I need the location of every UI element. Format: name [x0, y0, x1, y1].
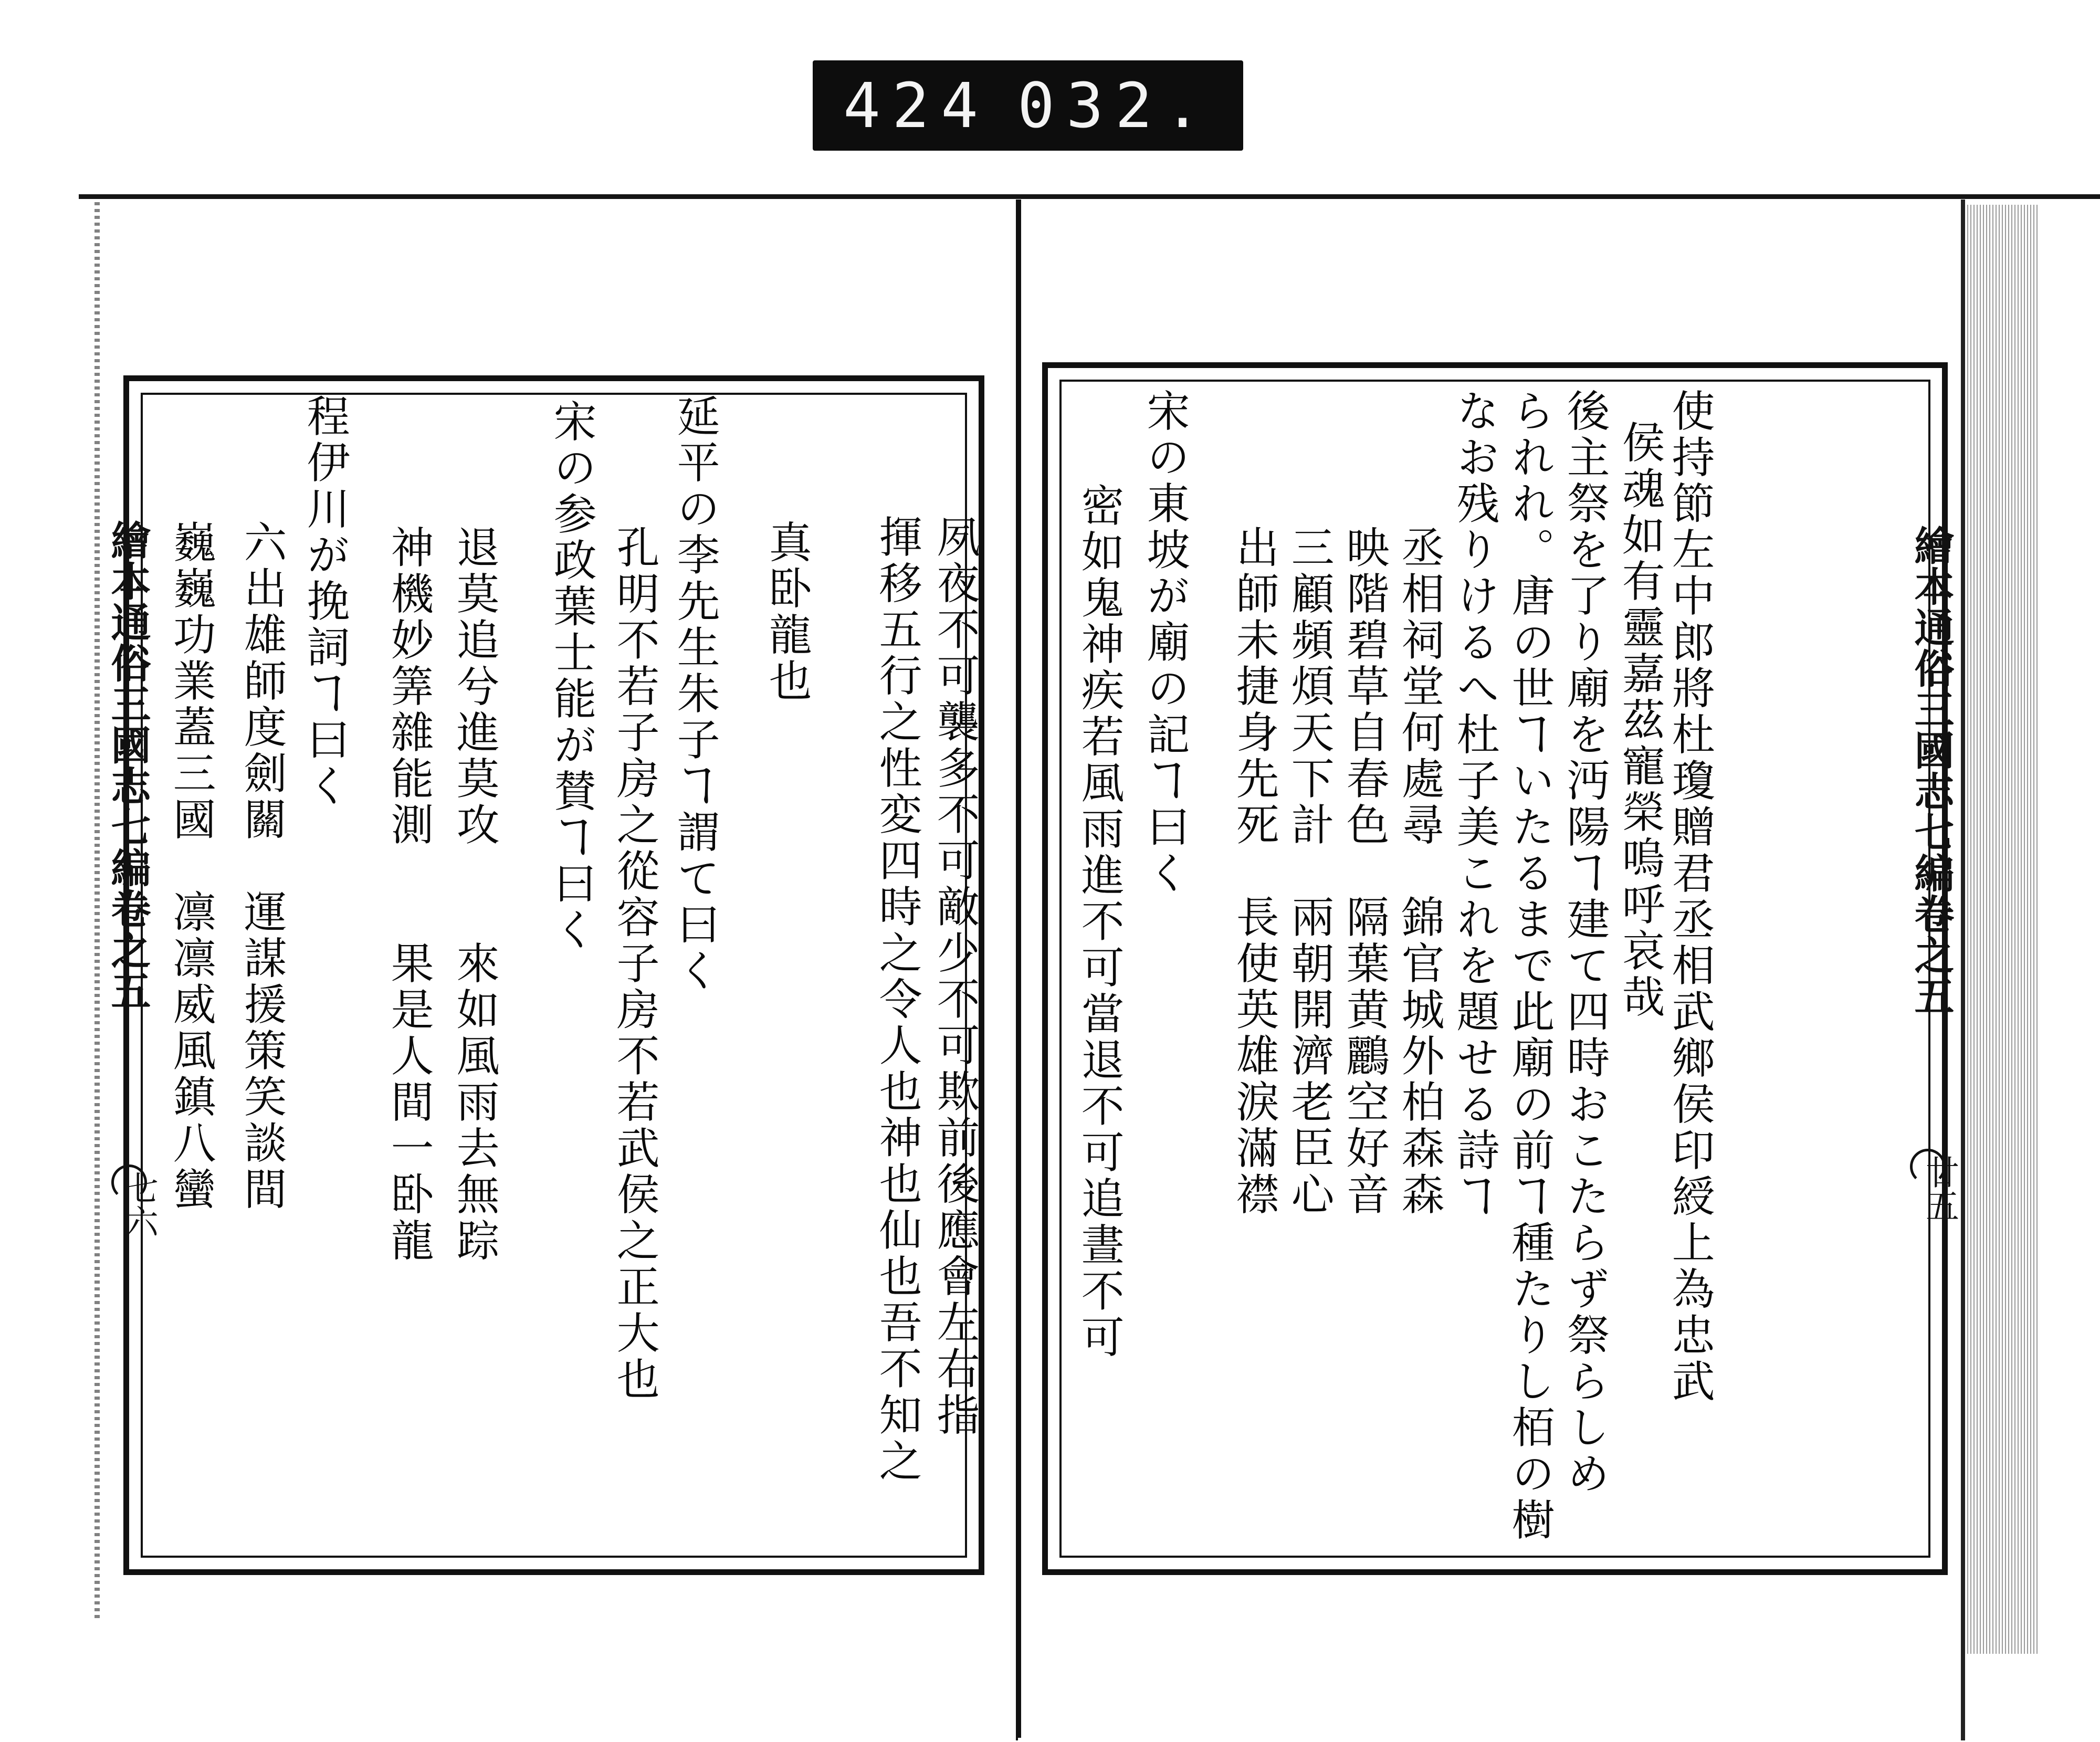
folio-mark-icon	[1910, 1149, 1946, 1184]
text-column: 程伊川が挽詞ヿ曰く	[300, 394, 350, 810]
frame-number: 032.	[1017, 69, 1213, 142]
verse-column: 丞相祠堂何處尋 錦官城外柏森森	[1394, 525, 1445, 1218]
book-gutter	[1016, 200, 1021, 1738]
verse-column: 映階碧草自春色 隔葉黄鸝空好音	[1339, 525, 1390, 1218]
verse-column: 六出雄師度劍關 運謀援策笑談間	[237, 520, 287, 1213]
verse-column: 三顧頻煩天下計 兩朝開濟老臣心	[1284, 525, 1335, 1218]
right-page-folio: 廿五	[1920, 1155, 1959, 1222]
reel-number: 424	[843, 69, 990, 142]
reel-frame-label	[813, 60, 1243, 151]
text-column: 侯魂如有靈嘉茲寵榮嗚呼哀哉	[1615, 420, 1665, 1021]
right-page-title: 繪本通俗三國志七編卷之五	[1908, 525, 1955, 1016]
left-page-title: 繪本通俗三國志七編卷之五	[104, 520, 151, 1011]
left-page-folio: 七六	[119, 1171, 158, 1238]
text-column: 真卧龍也	[762, 520, 812, 705]
verse-column: 出師未捷身先死 長使英雄淚滿襟	[1229, 525, 1279, 1218]
text-column: 後主祭を了り廟を沔陽ヿ建て四時おこたらず祭らしめ	[1560, 389, 1610, 1497]
text-column: 孔明不若子房之從容子房不若武侯之正大也	[610, 525, 660, 1403]
text-column: 使持節左中郎將杜瓊贈君丞相武鄉侯印綬上為忠武	[1665, 389, 1715, 1405]
verse-column: 退莫追兮進莫攻 來如風雨去無踪	[449, 525, 500, 1264]
text-column: 密如鬼神疾若風雨進不可當退不可追晝不可	[1074, 483, 1125, 1361]
verse-column: 巍巍功業蓋三國 凛凛威風鎮八蠻	[166, 520, 216, 1213]
text-column: 宋の東坡が廟の記ヿ曰く	[1140, 389, 1190, 897]
scan-edge-right	[1961, 205, 2040, 1654]
text-column: られれ。唐の世ヿいたるまで此廟の前ヿ種たりし栢の樹	[1505, 389, 1555, 1544]
text-column: 延平の李先生朱子ヿ謂て曰く	[670, 394, 720, 994]
text-column: 揮移五行之性変四時之令人也神也仙也吾不知之	[872, 515, 922, 1485]
folio-mark-icon	[111, 1164, 147, 1200]
text-column: なお残りけるへ杜子美これを題せる詩ヿ	[1450, 389, 1500, 1220]
verse-column: 神機妙筭雜能測 果是人間一卧龍	[384, 525, 434, 1264]
text-column: 宋の参政葉士能が賛ヿ曰く	[547, 399, 597, 953]
text-column: 夙夜不可襲多不可敵少不可欺前後應會左右指	[930, 515, 980, 1439]
